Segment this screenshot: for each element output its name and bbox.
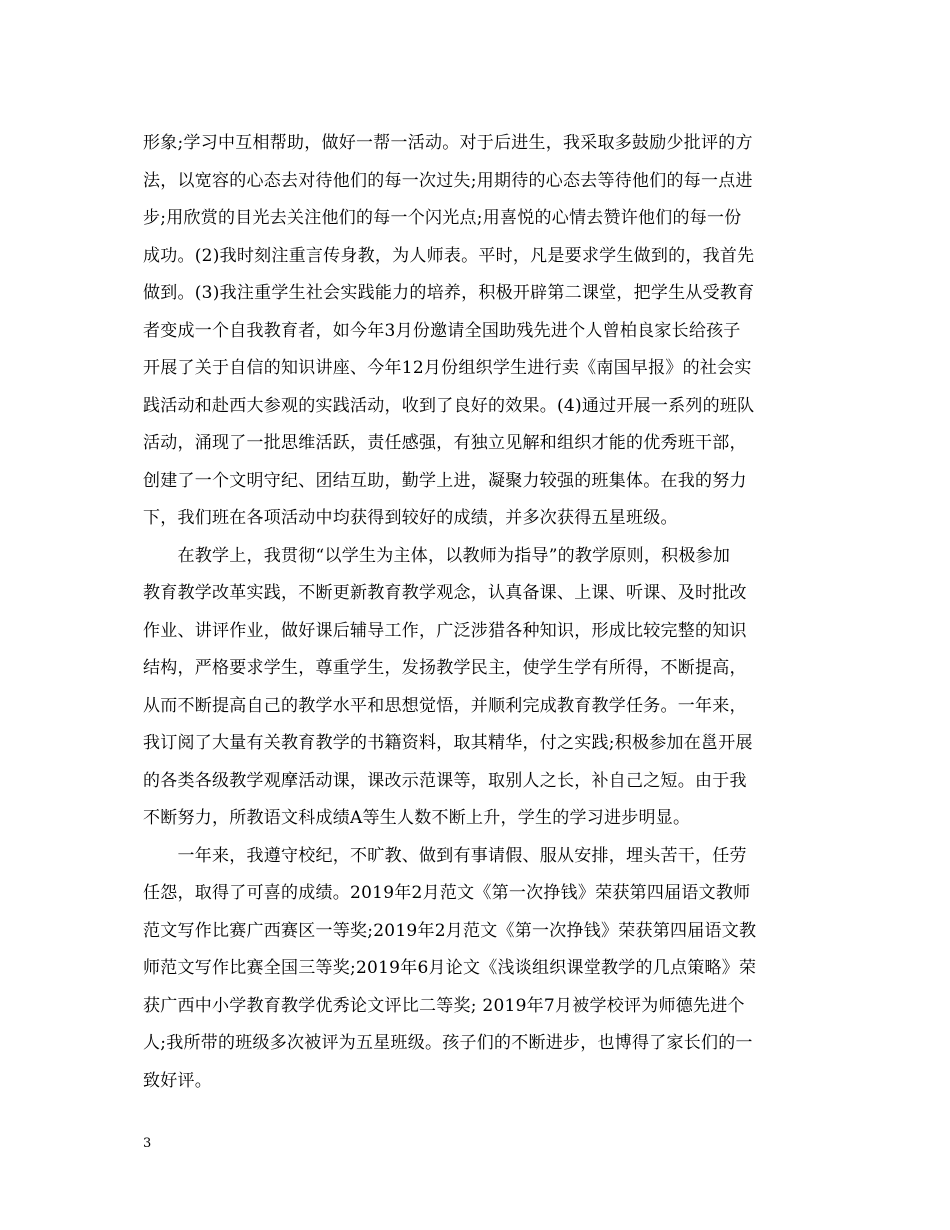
text-line: 范文写作比赛广西赛区一等奖;2019年2月范文《第一次挣钱》荣获第四届语文教 — [143, 920, 757, 941]
text-line: 开展了关于自信的知识讲座、今年12月份组织学生进行卖《南国早报》的社会实 — [143, 358, 752, 378]
text-line: 致好评。 — [143, 1070, 212, 1091]
text-line: 践活动和赴西大参观的实践活动，收到了良好的效果。(4)通过开展一系列的班队 — [143, 395, 755, 416]
text-line: 从而不断提高自己的教学水平和思想觉悟，并顺利完成教育教学任务。一年来， — [143, 695, 747, 716]
text-line: 一年来，我遵守校纪，不旷教、做到有事请假、服从安排，埋头苦干，任劳 — [143, 845, 747, 866]
text-line: 步;用欣赏的目光去关注他们的每一个闪光点;用喜悦的心情去赞许他们的每一份 — [143, 208, 742, 228]
text-line: 法，以宽容的心态去对待他们的每一次过失;用期待的心态去等待他们的每一点进 — [143, 170, 753, 191]
text-line: 的各类各级教学观摩活动课，课改示范课等，取别人之长，补自己之短。由于我 — [143, 770, 747, 791]
text-line: 获广西中小学教育教学优秀论文评比二等奖; 2019年7月被学校评为师德先进个 — [143, 995, 745, 1016]
text-line: 人;我所带的班级多次被评为五星班级。孩子们的不断进步，也博得了家长们的一 — [143, 1033, 753, 1053]
text-line: 形象;学习中互相帮助，做好一帮一活动。对于后进生，我采取多鼓励少批评的方 — [143, 133, 753, 153]
text-line: 活动，涌现了一批思维活跃，责任感强，有独立见解和组织才能的优秀班干部， — [143, 433, 747, 453]
text-line: 师范文写作比赛全国三等奖;2019年6月论文《浅谈组织课堂教学的几点策略》荣 — [143, 958, 757, 978]
text-line: 者变成一个自我教育者，如今年3月份邀请全国助残先进个人曾柏良家长给孩子 — [143, 320, 741, 341]
page-number: 3 — [143, 1136, 152, 1151]
text-line: 任怨，取得了可喜的成绩。2019年2月范文《第一次挣钱》荣获第四届语文教师 — [143, 883, 751, 903]
text-line: 作业、讲评作业，做好课后辅导工作，广泛涉猎各种知识，形成比较完整的知识 — [143, 620, 747, 641]
text-line: 教育教学改革实践，不断更新教育教学观念，认真备课、上课、听课、及时批改 — [143, 583, 747, 603]
text-line: 成功。(2)我时刻注重言传身教，为人师表。平时，凡是要求学生做到的，我首先 — [143, 245, 755, 266]
text-line: 下，我们班在各项活动中均获得到较好的成绩，并多次获得五星班级。 — [143, 508, 678, 528]
text-line: 做到。(3)我注重学生社会实践能力的培养，积极开辟第二课堂，把学生从受教育 — [143, 283, 755, 303]
text-line: 不断努力，所教语文科成绩A等生人数不断上升，学生的学习进步明显。 — [143, 808, 691, 828]
text-line: 我订阅了大量有关教育教学的书籍资料，取其精华，付之实践;积极参加在邕开展 — [143, 733, 753, 753]
text-line: 结构，严格要求学生，尊重学生，发扬教学民主，使学生学有所得，不断提高， — [143, 658, 747, 678]
text-line: 在教学上，我贯彻“以学生为主体，以教师为指导”的教学原则，积极参加 — [143, 545, 731, 566]
body-text — [143, 125, 808, 1100]
text-line: 创建了一个文明守纪、团结互助，勤学上进，凝聚力较强的班集体。在我的努力 — [143, 470, 747, 491]
